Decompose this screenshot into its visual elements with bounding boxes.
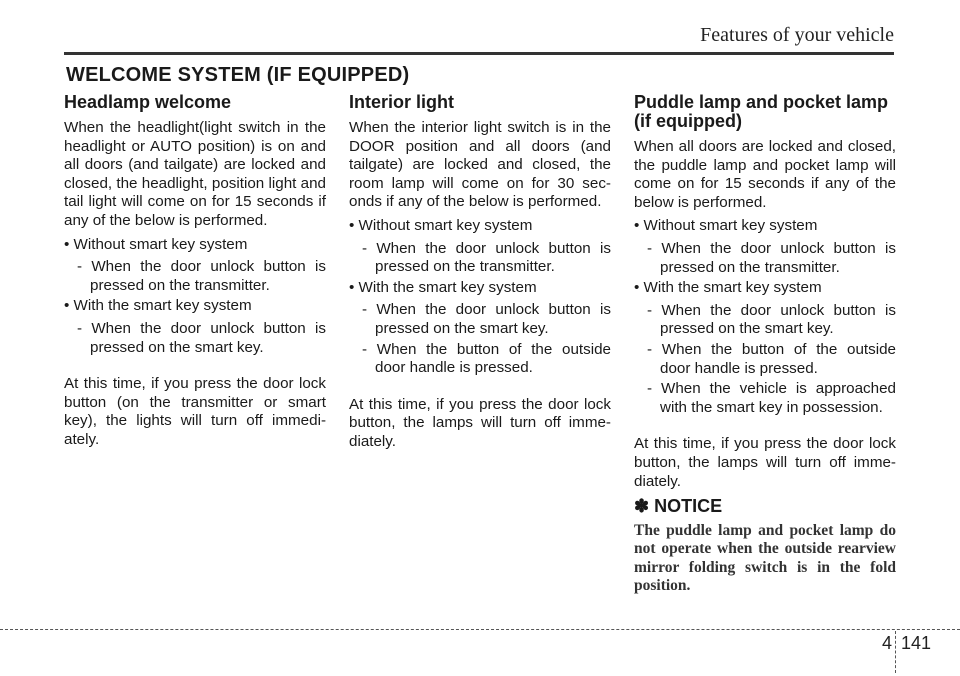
- sub-item: - When the button of the outside door handle is pressed.: [647, 340, 896, 377]
- column-interior-light: [349, 93, 611, 457]
- paragraph-intro: When all doors are locked and closed, the puddle lamp and pocket lamp will come on for 15 seconds if any of the below is performed.: [634, 138, 896, 211]
- paragraph-outro: At this time, if you press the door lock button, the lamps will turn off imme-diately.: [349, 395, 611, 450]
- notice-text: The puddle lamp and pocket lamp do not operate when the outside rearview mirror folding switch is in the fold position.: [634, 521, 896, 595]
- bullet-with-smart-key: • With the smart key system: [349, 278, 537, 296]
- sub-item: - When the door unlock button is pressed on the transmitter.: [362, 239, 611, 276]
- paragraph-intro: When the headlight(light switch in the headlight or AUTO position) is on and all doors (and tailgate) are locked and closed, the headlight, position light and tail light will come on for 15 seconds if any of the below is performed.: [64, 119, 326, 229]
- column-puddle-lamp: [634, 93, 896, 596]
- page-number: 141: [901, 633, 932, 653]
- sub-item: - When the vehicle is approached with the smart key in possession.: [647, 380, 896, 416]
- bullet-with-smart-key: • With the smart key system: [64, 297, 252, 315]
- chapter-number: 4: [882, 633, 893, 653]
- sub-item: - When the button of the outside door handle is pressed.: [362, 340, 611, 377]
- footer-rule: [0, 629, 960, 630]
- heading-interior-light: Interior light: [349, 92, 454, 112]
- header-title: Features of your vehicle: [700, 24, 894, 46]
- paragraph-intro: When the interior light switch is in the DOOR position and all doors (and tailgate) are locked and closed, the room lamp will come on for 30 sec-onds if any of the below is performed.: [349, 119, 611, 211]
- heading-puddle-lamp: Puddle lamp and pocket lamp (if equipped): [634, 92, 889, 131]
- footer-separator: [895, 631, 896, 673]
- paragraph-outro: At this time, if you press the door lock button (on the transmitter or smart key), the lights will turn off immedi-ately.: [64, 375, 326, 448]
- bullet-without-smart-key: • Without smart key system: [64, 235, 248, 253]
- bullet-with-smart-key: • With the smart key system: [634, 279, 822, 297]
- section-title: WELCOME SYSTEM (IF EQUIPPED): [66, 64, 410, 86]
- sub-item: - When the door unlock button is pressed on the smart key.: [77, 319, 326, 356]
- sub-item: - When the door unlock button is pressed on the transmitter.: [77, 258, 326, 294]
- bullet-without-smart-key: • Without smart key system: [349, 216, 533, 234]
- paragraph-outro: At this time, if you press the door lock button, the lamps will turn off imme-diately.: [634, 435, 896, 490]
- header-rule: [64, 52, 894, 55]
- heading-headlamp-welcome: Headlamp welcome: [64, 92, 232, 112]
- column-headlamp-welcome: [64, 93, 326, 455]
- sub-item: - When the door unlock button is pressed on the smart key.: [362, 301, 611, 337]
- notice-title: ✽ NOTICE: [634, 496, 723, 517]
- bullet-without-smart-key: • Without smart key system: [634, 217, 818, 235]
- sub-item: - When the door unlock button is pressed on the transmitter.: [647, 239, 896, 276]
- sub-item: - When the door unlock button is pressed on the smart key.: [647, 301, 896, 338]
